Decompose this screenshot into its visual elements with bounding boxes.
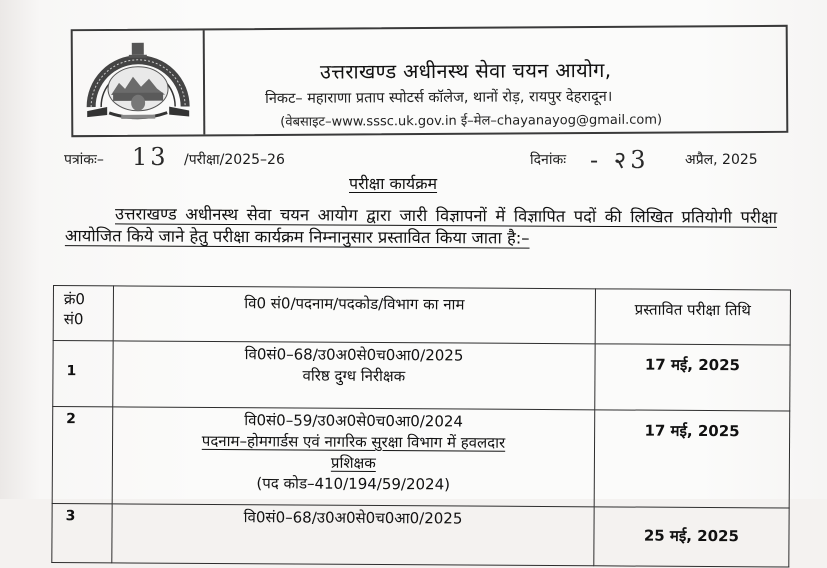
row-designation-cont: प्रशिक्षक (113, 451, 594, 475)
commission-address: निकट– महाराणा प्रताप स्पोटर्स कॉलेज, थानों रोड़, रायपुर देहरादून। (265, 85, 786, 108)
row-post-code: (पद कोड–410/194/59/2024) (113, 472, 594, 496)
commission-name: उत्तराखण्ड अधीनस्थ सेवा चयन आयोग, (205, 55, 786, 86)
header-serial-no (53, 286, 113, 341)
reference-date-line (60, 145, 780, 171)
reference-label: पत्रांकः– (64, 150, 104, 169)
letterhead-text (205, 27, 787, 135)
row-post-details (112, 504, 594, 566)
header-post-details: वि0 सं0/पदनाम/पदकोड/विभाग का नाम (113, 286, 595, 344)
row-exam-date: 25 मई, 2025 (594, 507, 789, 567)
date-label: दिनांकः (530, 150, 566, 169)
row-post-details (113, 341, 595, 410)
exam-schedule-table (51, 285, 791, 568)
row-advt-number: वि0सं0–68/उ0अ0से0च0आ0/2025 (114, 343, 595, 367)
row-advt-number: वि0सं0–68/उ0अ0से0च0आ0/2025 (113, 506, 594, 530)
intro-text: उत्तराखण्ड अधीनस्थ सेवा चयन आयोग द्वारा जारी विज्ञापनों में विज्ञापित पदों की लिखित प्रतियोगी परीक्षा आयोजित किये जाने हेतु परीक्षा कार्यक्रम निम्नानुसार प्रस्तावित किया जाता है:– (65, 204, 777, 247)
table-row (52, 407, 790, 509)
date-day-handwritten: - २3 (590, 143, 650, 176)
intro-paragraph (65, 203, 777, 251)
logo-cell (73, 30, 206, 135)
header-serial-line2: सं0 (64, 309, 113, 329)
row-serial-no: 3 (52, 503, 112, 562)
uksssc-emblem-logo-icon (81, 36, 196, 125)
header-exam-date: प्रस्तावित परीक्षा तिथि (595, 289, 790, 345)
table-row (52, 503, 789, 567)
letterhead-box (71, 25, 789, 137)
date-month-year: अप्रैल, 2025 (685, 150, 758, 169)
table-header-row (53, 286, 790, 346)
table-row (53, 341, 790, 412)
document-title: परीक्षा कार्यक्रम (349, 172, 437, 194)
row-advt-number: वि0सं0–59/उ0अ0से0च0आ0/2024 (113, 409, 594, 433)
row-designation: पदनाम–होमगार्डस एवं नागरिक सुरक्षा विभाग में हवलदार (113, 430, 594, 454)
reference-number-handwritten: 13 (132, 143, 169, 171)
row-serial-no: 2 (52, 407, 113, 504)
commission-contact: (वेबसाइट–www.sssc.uk.gov.in ई–मेल–chayanayog@gmail.com) (280, 109, 786, 130)
row-designation: वरिष्ठ दुग्ध निरीक्षक (113, 364, 594, 388)
reference-suffix: /परीक्षा/2025–26 (184, 150, 285, 169)
row-serial-no: 1 (53, 341, 113, 407)
row-exam-date: 17 मई, 2025 (595, 344, 791, 411)
row-post-details (112, 407, 594, 507)
row-exam-date: 17 मई, 2025 (594, 410, 790, 508)
header-serial-line1: क्रं0 (64, 289, 113, 309)
